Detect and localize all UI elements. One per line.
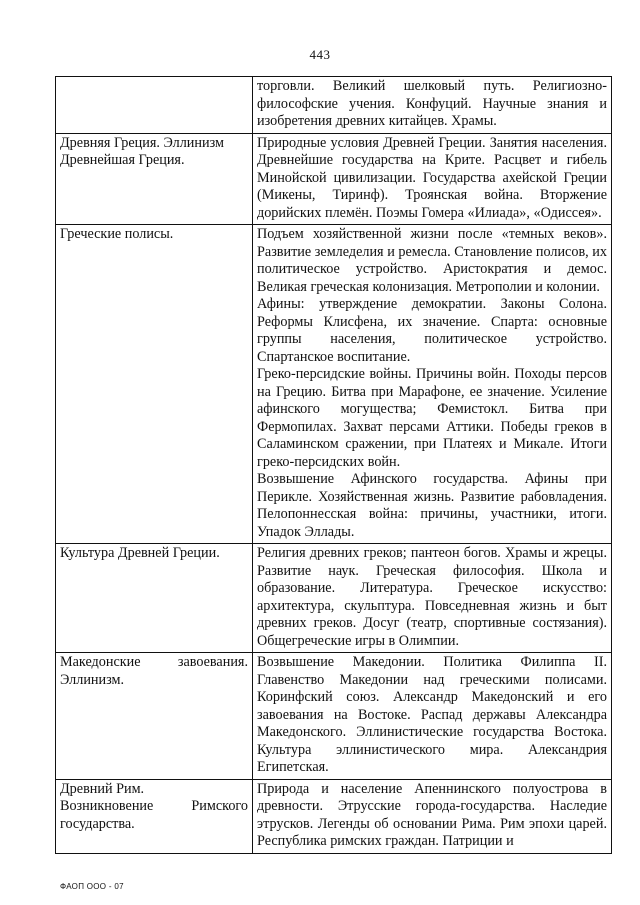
content-paragraph: Природные условия Древней Греции. Занятия населения. Древнейшие государства на Крите. Расцвет и гибель Минойской цивилизации. Государства ахейской Греции (Микены, Тиринф). Троянская война. Вторжение дорийских племён. Поэмы Гомера «Илиада», «Одиссея». [257,134,607,221]
topic-cell [56,133,253,225]
content-paragraph: Афины: утверждение демократии. Законы Солона. Реформы Клисфена, их значение. Спарта: основные группы населения, политическое устройство. Спартанское воспитание. [257,296,607,365]
content-cell [253,544,612,653]
content-cell [253,133,612,225]
topic-cell [56,653,253,780]
topic-cell [56,779,253,853]
topic-line: Культура Древней Греции. [60,545,220,561]
topic-cell [56,225,253,544]
table-row [56,77,612,134]
table-row [56,133,612,225]
content-cell [253,225,612,544]
topic-cell [56,544,253,653]
topic-line: Древняя Греция. Эллинизм [60,134,224,151]
curriculum-table [55,76,612,854]
content-cell [253,653,612,780]
content-cell [253,779,612,853]
table-row [56,225,612,544]
topic-line: Македонские завоевания. Эллинизм. [60,654,248,688]
content-paragraph: Греко-персидские войны. Причины войн. Походы персов на Грецию. Битва при Марафоне, ее значение. Усиление афинского могущества; Фемистокл. Битва при Фермопилах. Захват персами Аттики. Победы греков в Саламинском сражении, при Платеях и Микале. Итоги греко-персидских войн. [257,366,607,470]
topic-line: Греческие полисы. [60,226,174,242]
content-cell [253,77,612,134]
table-row [56,779,612,853]
content-paragraph: торговли. Великий шелковый путь. Религиозно-философские учения. Конфуций. Научные знания и изобретения древних китайцев. Храмы. [257,78,607,129]
content-paragraph: Религия древних греков; пантеон богов. Храмы и жрецы. Развитие наук. Греческая философия. Школа и образование. Литература. Греческое искусство: архитектура, скульптура. Повседневная жизнь и быт древних греков. Досуг (театр, спортивные состязания). Общегреческие игры в Олимпии. [257,545,607,649]
content-paragraph: Природа и население Апеннинского полуострова в древности. Этрусские города-государства. Наследие этрусков. Легенды об основании Рима. Рим эпохи царей. Республика римских граждан. Патриции и [257,780,607,849]
content-paragraph: Возвышение Македонии. Политика Филиппа II. Главенство Македонии над греческими полисами. Коринфский союз. Александр Македонский и его завоевания на Востоке. Распад державы Александра Македонского. Эллинистические государства Востока. Культура эллинистического мира. Александрия Египетская. [257,654,607,775]
topic-line: Возникновение Римского государства. [60,798,248,832]
document-footer: ФАОП ООО - 07 [60,882,124,891]
content-paragraph: Подъем хозяйственной жизни после «темных веков». Развитие земледелия и ремесла. Становление полисов, их политическое устройство. Аристократия и демос. Великая греческая колонизация. Метрополии и колонии. [257,226,607,295]
content-paragraph: Возвышение Афинского государства. Афины при Перикле. Хозяйственная жизнь. Развитие рабовладения. Пелопоннесская война: причины, участники, итоги. Упадок Эллады. [257,471,607,540]
topic-line: Древний Рим. [60,780,145,797]
topic-line: Древнейшая Греция. [60,152,185,168]
topic-cell [56,77,253,134]
table-row [56,653,612,780]
page-number: 443 [309,47,331,62]
table-row [56,544,612,653]
